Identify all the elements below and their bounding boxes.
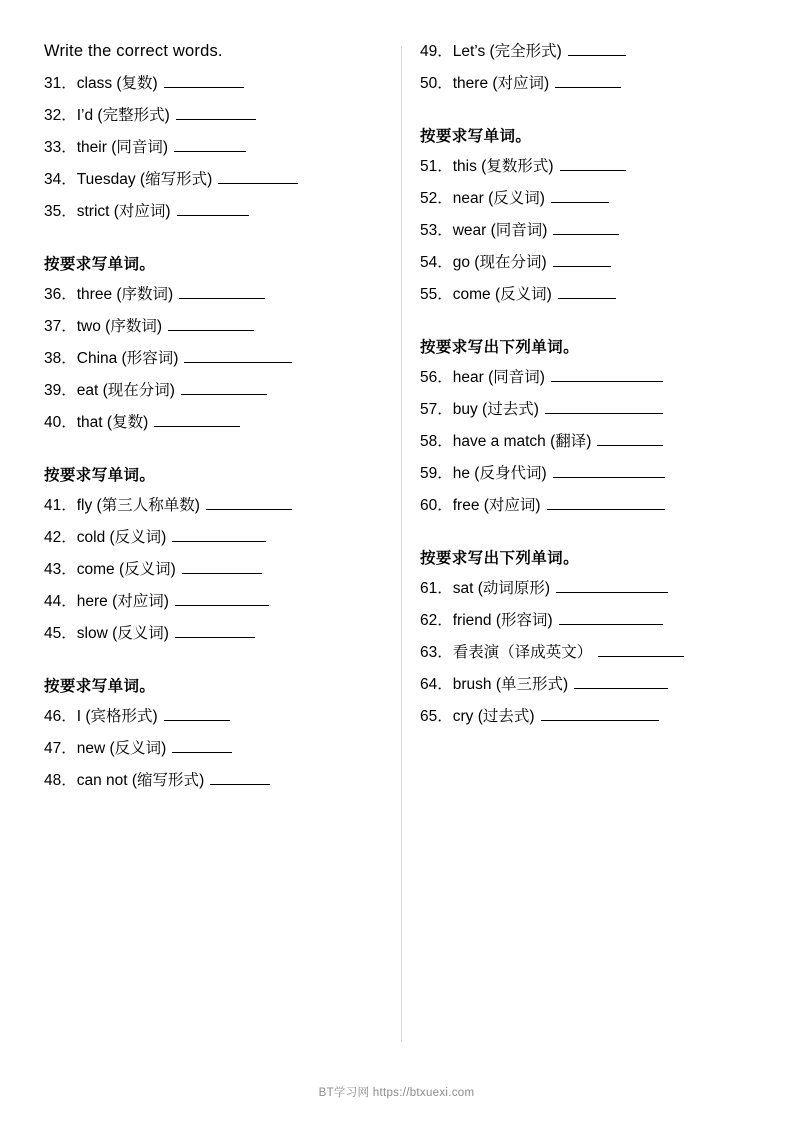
- question-number: 59．: [419, 465, 453, 483]
- question-number: 47．: [44, 740, 77, 758]
- answer-blank[interactable]: [598, 643, 684, 657]
- answer-blank[interactable]: [172, 739, 232, 753]
- answer-blank[interactable]: [218, 170, 298, 184]
- question-text: eat (现在分词): [76, 382, 175, 400]
- section-gap: [44, 445, 391, 467]
- question-item: [44, 138, 391, 158]
- answer-blank[interactable]: [184, 349, 292, 363]
- answer-blank[interactable]: [175, 624, 255, 638]
- question-item: [420, 464, 753, 484]
- question-item: [420, 285, 753, 305]
- question-text: friend (形容词): [452, 612, 553, 629]
- question-text: this (复数形式): [452, 157, 554, 175]
- answer-blank[interactable]: [210, 771, 270, 785]
- question-number: 60．: [419, 497, 453, 515]
- right-sections: [420, 42, 753, 727]
- question-text: 看表演（译成英文）: [452, 644, 593, 662]
- question-item: [420, 432, 753, 452]
- answer-blank[interactable]: [551, 368, 663, 382]
- question-text: have a match (翻译): [452, 433, 592, 451]
- question-item: [420, 189, 753, 209]
- question-text: cry (过去式): [452, 708, 535, 726]
- section-heading: 按要求写出下列单词。: [419, 550, 579, 568]
- answer-blank[interactable]: [175, 592, 269, 606]
- section-heading: 按要求写出下列单词。: [419, 339, 579, 357]
- left-column-heading: Write the correct words.: [44, 42, 223, 60]
- question-text: new (反义词): [76, 740, 167, 758]
- question-number: 57．: [419, 400, 453, 418]
- section-heading: 按要求写单词。: [419, 128, 532, 146]
- question-text: three (序数词): [76, 285, 174, 303]
- question-item: [420, 611, 753, 631]
- question-item: [44, 285, 391, 305]
- answer-blank[interactable]: [168, 317, 254, 331]
- question-text: slow (反义词): [76, 625, 169, 643]
- question-item: [420, 579, 753, 599]
- answer-blank[interactable]: [174, 138, 246, 152]
- question-text: China (形容词): [76, 350, 179, 368]
- answer-blank[interactable]: [553, 221, 619, 235]
- section-gap: [44, 234, 391, 256]
- answer-blank[interactable]: [181, 381, 267, 395]
- question-number: 41．: [44, 496, 77, 514]
- question-number: 49．: [419, 43, 453, 60]
- question-text: their (同音词): [76, 138, 169, 156]
- question-item: [44, 413, 391, 433]
- question-text: that (复数): [76, 414, 149, 432]
- question-text: Let’s (完全形式): [452, 43, 562, 60]
- question-number: 52．: [419, 189, 453, 207]
- question-item: [44, 592, 391, 612]
- answer-blank[interactable]: [172, 528, 266, 542]
- section-gap: [44, 656, 391, 678]
- question-number: 51．: [419, 157, 453, 175]
- question-item: [44, 560, 391, 580]
- question-text: come (反义词): [452, 286, 552, 304]
- question-number: 36．: [44, 285, 77, 303]
- answer-blank[interactable]: [568, 42, 626, 56]
- question-text: come (反义词): [76, 561, 176, 579]
- question-number: 46．: [44, 707, 77, 725]
- answer-blank[interactable]: [164, 707, 230, 721]
- question-item: [44, 528, 391, 548]
- question-text: go (现在分词): [452, 254, 547, 272]
- left-column: [44, 42, 401, 803]
- question-number: 61．: [419, 579, 453, 597]
- question-text: wear (同音词): [452, 221, 548, 239]
- question-text: I (宾格形式): [76, 707, 158, 725]
- question-number: 62．: [419, 612, 453, 629]
- question-item: [44, 202, 391, 222]
- question-number: 56．: [419, 368, 453, 386]
- question-item: [420, 675, 753, 695]
- footer-watermark: BT学习网 https://btxuexi.com: [318, 1087, 475, 1099]
- answer-blank[interactable]: [558, 285, 616, 299]
- question-text: free (对应词): [452, 497, 541, 515]
- question-text: here (对应词): [76, 593, 169, 611]
- question-text: can not (缩写形式): [76, 772, 205, 790]
- right-column: [402, 42, 753, 739]
- answer-blank[interactable]: [597, 432, 663, 446]
- question-number: 44．: [44, 593, 77, 611]
- question-item: [44, 106, 391, 126]
- question-item: [420, 496, 753, 516]
- answer-blank[interactable]: [547, 496, 665, 510]
- question-number: 63．: [419, 644, 453, 662]
- question-number: 58．: [419, 433, 453, 451]
- answer-blank[interactable]: [553, 253, 611, 267]
- question-item: [420, 74, 753, 94]
- answer-blank[interactable]: [541, 707, 659, 721]
- question-text: class (复数): [76, 74, 158, 92]
- question-number: 64．: [419, 676, 453, 694]
- question-item: [420, 707, 753, 727]
- answer-blank[interactable]: [553, 464, 665, 478]
- section-heading: 按要求写单词。: [44, 256, 156, 274]
- answer-blank[interactable]: [559, 611, 663, 625]
- question-item: [44, 74, 391, 94]
- question-number: 65．: [419, 708, 453, 726]
- question-text: two (序数词): [76, 317, 163, 335]
- question-item: [420, 221, 753, 241]
- question-text: cold (反义词): [76, 529, 167, 547]
- question-item: [44, 496, 391, 516]
- question-number: 31．: [44, 74, 77, 92]
- question-item: [44, 707, 391, 727]
- question-number: 39．: [44, 382, 77, 400]
- question-number: 42．: [44, 529, 77, 547]
- question-text: Tuesday (缩写形式): [76, 171, 213, 189]
- question-item: [420, 643, 753, 663]
- answer-blank[interactable]: [164, 74, 244, 88]
- question-number: 48．: [44, 772, 77, 790]
- question-text: I’d (完整形式): [76, 106, 170, 124]
- question-number: 53．: [419, 221, 453, 239]
- question-text: there (对应词): [452, 75, 550, 93]
- question-number: 55．: [419, 286, 453, 304]
- answer-blank[interactable]: [560, 157, 626, 171]
- question-text: buy (过去式): [452, 400, 539, 418]
- question-text: fly (第三人称单数): [76, 496, 200, 514]
- answer-blank[interactable]: [556, 579, 668, 593]
- question-number: 32．: [44, 106, 77, 124]
- section-gap: [420, 528, 753, 550]
- question-text: hear (同音词): [452, 368, 545, 386]
- question-number: 40．: [44, 414, 77, 432]
- answer-blank[interactable]: [176, 106, 256, 120]
- answer-blank[interactable]: [555, 74, 621, 88]
- section-heading: 按要求写单词。: [44, 678, 156, 696]
- answer-blank[interactable]: [574, 675, 668, 689]
- question-number: 37．: [44, 317, 77, 335]
- answer-blank[interactable]: [179, 285, 265, 299]
- question-text: he (反身代词): [452, 465, 547, 483]
- question-text: near (反义词): [452, 189, 545, 207]
- question-item: [44, 349, 391, 369]
- question-number: 35．: [44, 203, 77, 221]
- answer-blank[interactable]: [545, 400, 663, 414]
- question-item: [44, 317, 391, 337]
- question-item: [420, 400, 753, 420]
- answer-blank[interactable]: [177, 202, 249, 216]
- question-text: strict (对应词): [76, 203, 171, 221]
- question-number: 50．: [419, 75, 453, 93]
- answer-blank[interactable]: [551, 189, 609, 203]
- section-heading: 按要求写单词。: [44, 467, 156, 485]
- question-number: 45．: [44, 625, 77, 643]
- question-number: 38．: [44, 350, 77, 368]
- question-item: [420, 368, 753, 388]
- question-item: [44, 624, 391, 644]
- question-number: 33．: [44, 138, 77, 156]
- question-item: [420, 253, 753, 273]
- question-number: 34．: [44, 171, 77, 189]
- answer-blank[interactable]: [154, 413, 240, 427]
- question-number: 43．: [44, 561, 77, 579]
- section-gap: [420, 317, 753, 339]
- question-item: [44, 170, 391, 190]
- section-gap: [420, 106, 753, 128]
- worksheet-columns: [44, 42, 753, 1052]
- question-item: [44, 739, 391, 759]
- answer-blank[interactable]: [182, 560, 262, 574]
- question-item: [420, 157, 753, 177]
- left-sections: [44, 74, 391, 791]
- question-item: [420, 42, 753, 62]
- question-number: 54．: [419, 254, 453, 272]
- answer-blank[interactable]: [206, 496, 292, 510]
- question-item: [44, 381, 391, 401]
- question-text: brush (单三形式): [452, 676, 569, 694]
- question-item: [44, 771, 391, 791]
- question-text: sat (动词原形): [452, 579, 551, 597]
